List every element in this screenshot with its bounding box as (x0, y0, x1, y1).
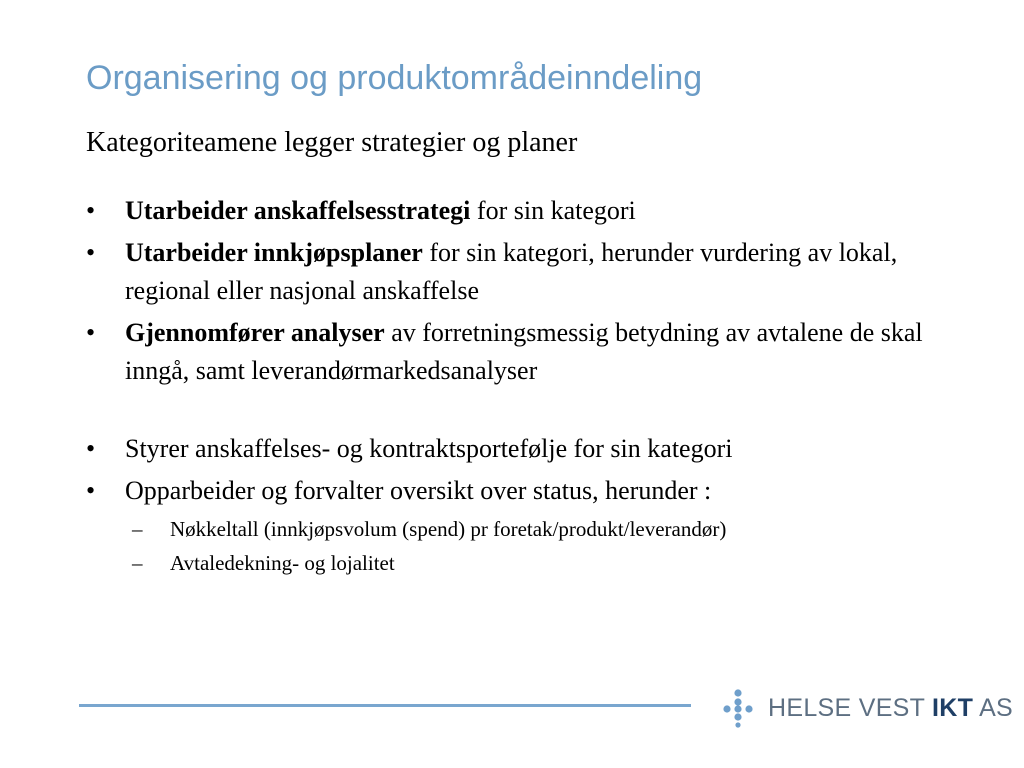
sub-bullet-text: Nøkkeltall (innkjøpsvolum (spend) pr foretak/produkt/leverandør) (170, 517, 727, 541)
bullet-bold-text: Utarbeider anskaffelsesstrategi (125, 196, 471, 225)
bullet-item (86, 314, 946, 390)
slide-subtitle: Kategoriteamene legger strategier og planer (86, 127, 578, 158)
company-logo (722, 688, 1014, 728)
logo-text-ikt: IKT (932, 694, 974, 722)
bullet-text: for sin kategori (470, 196, 636, 225)
bullet-text: Opparbeider og forvalter oversikt over status, herunder : (125, 476, 712, 505)
sub-bullet-marker: – (132, 517, 143, 541)
bullet-text: av forretningsmessig betydning av avtalene de skal inngå, samt leverandørmarkedsanalyser (125, 318, 923, 385)
sub-bullet-text: Avtaledekning- og lojalitet (170, 551, 395, 575)
bullet-text: for sin kategori, herunder vurdering av lokal, regional eller nasjonal anskaffelse (125, 238, 898, 305)
slide-title: Organisering og produktområdeinndeling (86, 59, 703, 97)
bullet-marker: • (86, 476, 96, 505)
bullet-bold-text: Gjennomfører analyser (125, 318, 385, 347)
bullet-item (86, 472, 946, 510)
bullet-item (86, 430, 946, 468)
bullet-bold-text: Utarbeider innkjøpsplaner (125, 238, 423, 267)
logo-wordmark (768, 692, 1013, 724)
logo-text-helse-vest: HELSE VEST (768, 694, 933, 722)
bullet-item (86, 192, 946, 230)
sub-bullet-marker: – (132, 551, 143, 575)
bullet-marker: • (86, 318, 96, 347)
bullet-list (86, 192, 946, 578)
logo-dots-icon (722, 688, 762, 728)
bullet-text: Styrer anskaffelses- og kontraktsportefølje for sin kategori (125, 434, 733, 463)
bullet-item (86, 234, 946, 310)
bullet-marker: • (86, 196, 96, 225)
sub-bullet-item (86, 548, 946, 578)
bullet-marker: • (86, 238, 96, 267)
footer-divider (79, 704, 691, 707)
sub-bullet-item (86, 514, 946, 544)
logo-text-as: AS (973, 694, 1014, 722)
bullet-marker: • (86, 434, 96, 463)
